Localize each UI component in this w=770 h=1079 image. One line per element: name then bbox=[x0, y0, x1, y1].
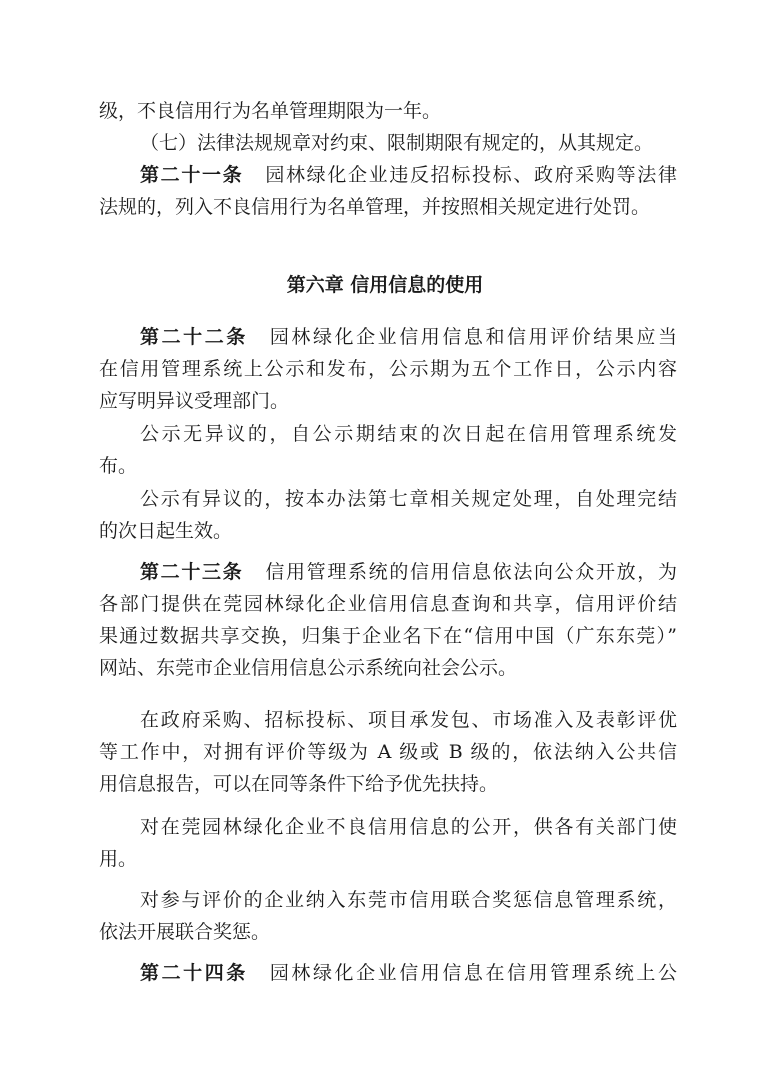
text-line: 等工作中，对拥有评价等级为 A 级或 B 级的，依法纳入公共信 bbox=[99, 741, 677, 763]
text-line: 在信用管理系统上公示和发布，公示期为五个工作日，公示内容 bbox=[99, 358, 677, 380]
text: 园林绿化企业信用信息在信用管理系统上公 bbox=[269, 962, 677, 984]
article-24-line bbox=[140, 961, 677, 985]
article-23-line bbox=[140, 560, 677, 584]
text-line: 各部门提供在莞园林绿化企业信用信息查询和共享，信用评价结 bbox=[99, 593, 677, 615]
article-22-line bbox=[140, 325, 677, 349]
article-number: 第二十二条 bbox=[140, 326, 248, 348]
text-line: 果通过数据共享交换，归集于企业名下在“信用中国（广东东莞）” bbox=[99, 625, 677, 647]
text-line: 应写明异议受理部门。 bbox=[99, 390, 290, 412]
text-line: （七）法律法规规章对约束、限制期限有规定的，从其规定。 bbox=[140, 132, 654, 154]
text-line: 依法开展联合奖惩。 bbox=[99, 921, 271, 943]
article-21-line bbox=[140, 163, 677, 187]
text-line: 法规的，列入不良信用行为名单管理，并按照相关规定进行处罚。 bbox=[99, 196, 651, 218]
text-line: 公示无异议的，自公示期结束的次日起在信用管理系统发 bbox=[140, 423, 677, 445]
text-line: 网站、东莞市企业信用信息公示系统向社会公示。 bbox=[99, 657, 518, 679]
text-line: 对在莞园林绿化企业不良信用信息的公开，供各有关部门使 bbox=[140, 816, 677, 838]
text: 信用管理系统的信用信息依法向公众开放，为 bbox=[265, 561, 677, 583]
text: 园林绿化企业违反招标投标、政府采购等法律 bbox=[265, 164, 677, 186]
text-line: 公示有异议的，按本办法第七章相关规定处理，自处理完结 bbox=[140, 488, 677, 510]
article-number: 第二十四条 bbox=[140, 962, 248, 984]
text-line: 用信息报告，可以在同等条件下给予优先扶持。 bbox=[99, 773, 499, 795]
article-number: 第二十一条 bbox=[140, 164, 244, 186]
chapter-heading: 第六章 信用信息的使用 bbox=[286, 274, 484, 296]
text-line: 布。 bbox=[99, 455, 138, 477]
text-line: 级，不良信用行为名单管理期限为一年。 bbox=[99, 100, 442, 122]
text-line: 在政府采购、招标投标、项目承发包、市场准入及表彰评优 bbox=[140, 709, 677, 731]
text-line: 的次日起生效。 bbox=[99, 520, 233, 542]
text-line: 用。 bbox=[99, 848, 138, 870]
text-line: 对参与评价的企业纳入东莞市信用联合奖惩信息管理系统， bbox=[140, 889, 677, 911]
article-number: 第二十三条 bbox=[140, 561, 244, 583]
text: 园林绿化企业信用信息和信用评价结果应当 bbox=[269, 326, 677, 348]
